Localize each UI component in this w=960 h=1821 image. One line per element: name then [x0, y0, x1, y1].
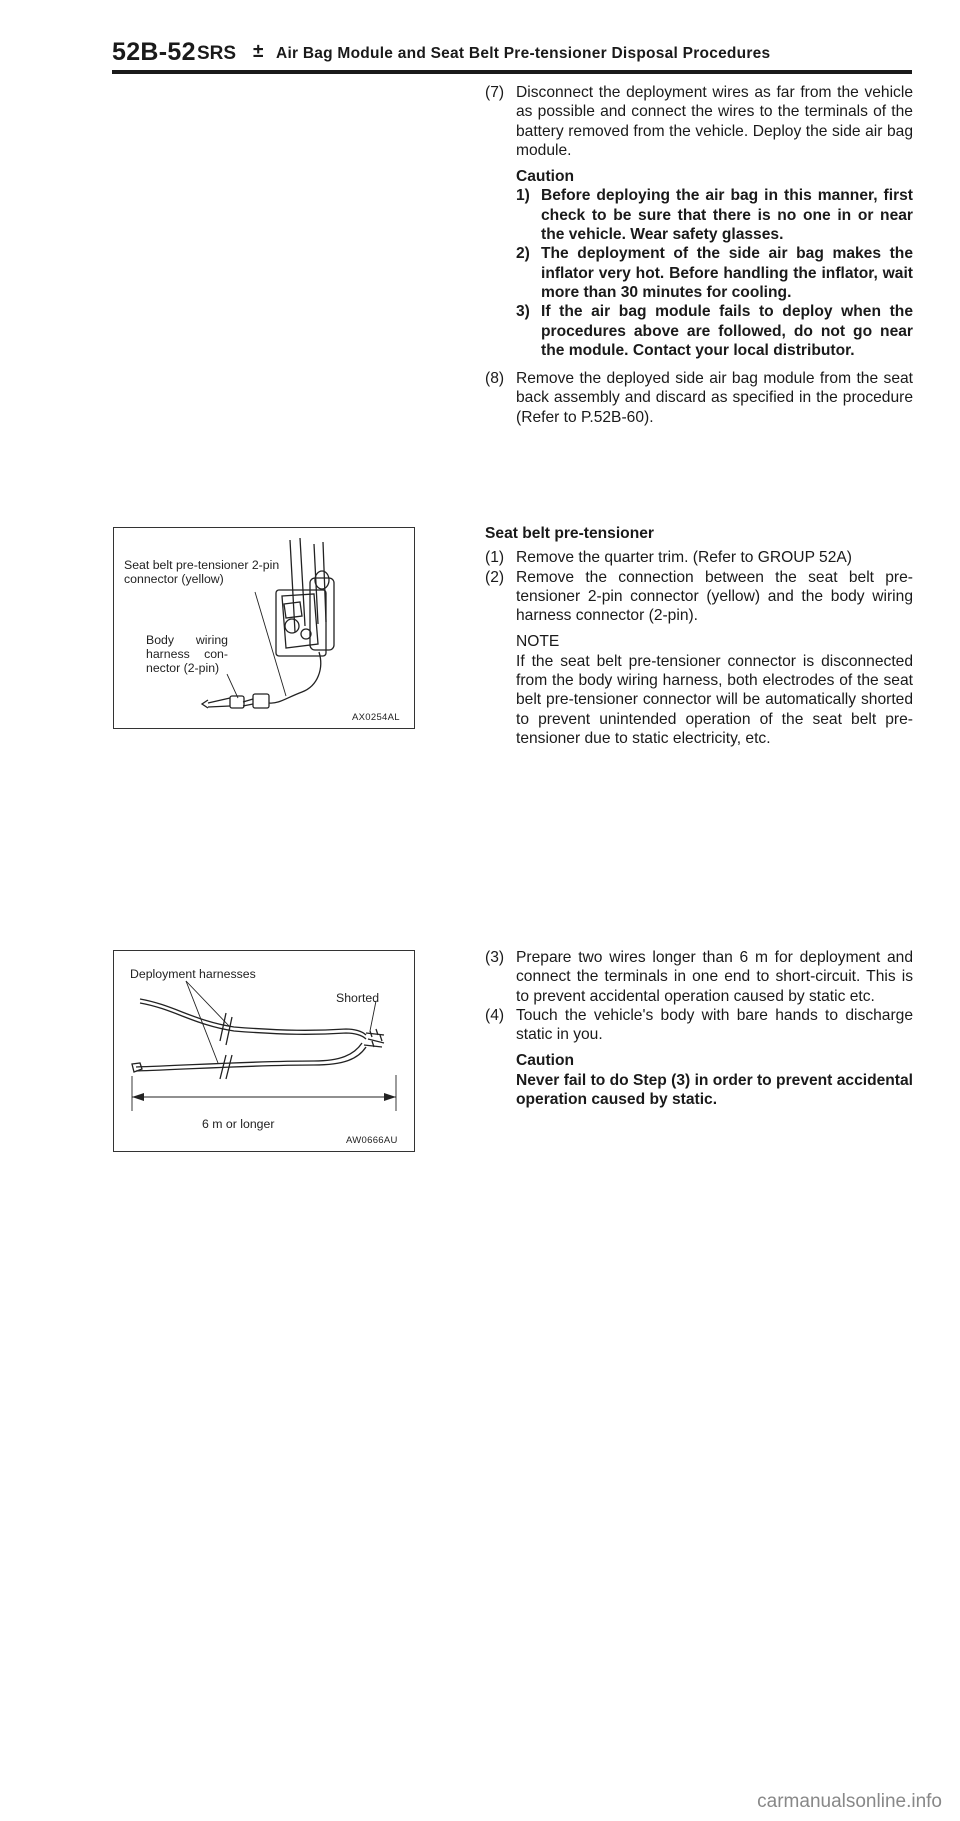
pretensioner-step-2: (2) Remove the connection between the seat belt pre-tensioner 2-pin connector (yellow) and the body wiring harness connector (2-pin).: [485, 568, 913, 625]
note-text: If the seat belt pre-tensioner connector is disconnected from the body wiring harness, both electrodes of the seat belt pre-tensioner connector will be automatically shorted to prevent unintended operation of the seat belt pre-tensioner due to static electricity, etc.: [516, 652, 913, 747]
note-block: [516, 632, 913, 748]
step-7: (7) Disconnect the deployment wires as far from the vehicle as possible and connect the wires to the terminals of the battery removed from the vehicle. Deploy the side air bag module.: [485, 84, 913, 159]
label-body-harness-connector: Body wiring harness con- nector (2-pin): [146, 633, 228, 675]
section-code: SRS: [197, 43, 237, 64]
page-header: [112, 38, 912, 72]
label-shorted: Shorted: [336, 991, 380, 1005]
note-title: NOTE: [516, 633, 560, 651]
pretensioner-heading: Seat belt pre-tensioner: [485, 525, 654, 542]
caution-item-2: 2) The deployment of the side air bag makes the inflator very hot. Before handling the inflator, wait more than 30 minutes for cooling.: [516, 245, 913, 301]
caution-static-block: [516, 1051, 913, 1109]
figure-code: AW0666AU: [346, 1135, 398, 1146]
caution-static-title: Caution: [516, 1052, 575, 1070]
label-deployment-harnesses: Deployment harnesses: [130, 967, 256, 981]
watermark: carmanualsonline.info: [757, 1791, 942, 1812]
deployment-prep-section: [485, 948, 913, 1109]
caution-item-1: 1) Before deploying the air bag in this manner, first check to be sure that there is no one in or near the vehicle. Wear safety glasses.: [516, 187, 913, 244]
pretensioner-section: [485, 524, 913, 748]
caution-block: [516, 167, 913, 360]
step-3: (3) Prepare two wires longer than 6 m for deployment and connect the terminals in one end to short-circuit. This is to prevent accidental operation caused by static etc.: [485, 949, 913, 1005]
page-number: 52B-52: [112, 38, 196, 66]
header-title: Air Bag Module and Seat Belt Pre-tensioner Disposal Procedures: [276, 45, 771, 62]
figure-pretensioner-connector: [113, 527, 415, 729]
caution-static-text: Never fail to do Step (3) in order to prevent accidental operation caused by static.: [516, 1071, 913, 1109]
label-pretensioner-connector: Seat belt pre-tensioner 2-pin connector (yellow): [124, 558, 280, 586]
header-separator: ±: [253, 41, 264, 62]
caution-item-3: 3) If the air bag module fails to deploy when the procedures above are followed, do not go near the module. Contact your local distributor.: [516, 303, 913, 359]
header-rule: [112, 70, 912, 74]
caution-title: Caution: [516, 168, 575, 186]
figure-code: AX0254AL: [352, 712, 400, 723]
figure-deployment-harnesses: [113, 950, 415, 1152]
step-8: (8) Remove the deployed side air bag module from the seat back assembly and discard as specified in the procedure (Refer to P.52B-60).: [485, 370, 913, 426]
step-4: (4) Touch the vehicle's body with bare hands to discharge static in you.: [485, 1006, 913, 1044]
pretensioner-step-1: (1) Remove the quarter trim. (Refer to GROUP 52A): [485, 549, 852, 567]
label-length: 6 m or longer: [202, 1117, 275, 1131]
deploy-side-airbag-section: [485, 83, 913, 427]
